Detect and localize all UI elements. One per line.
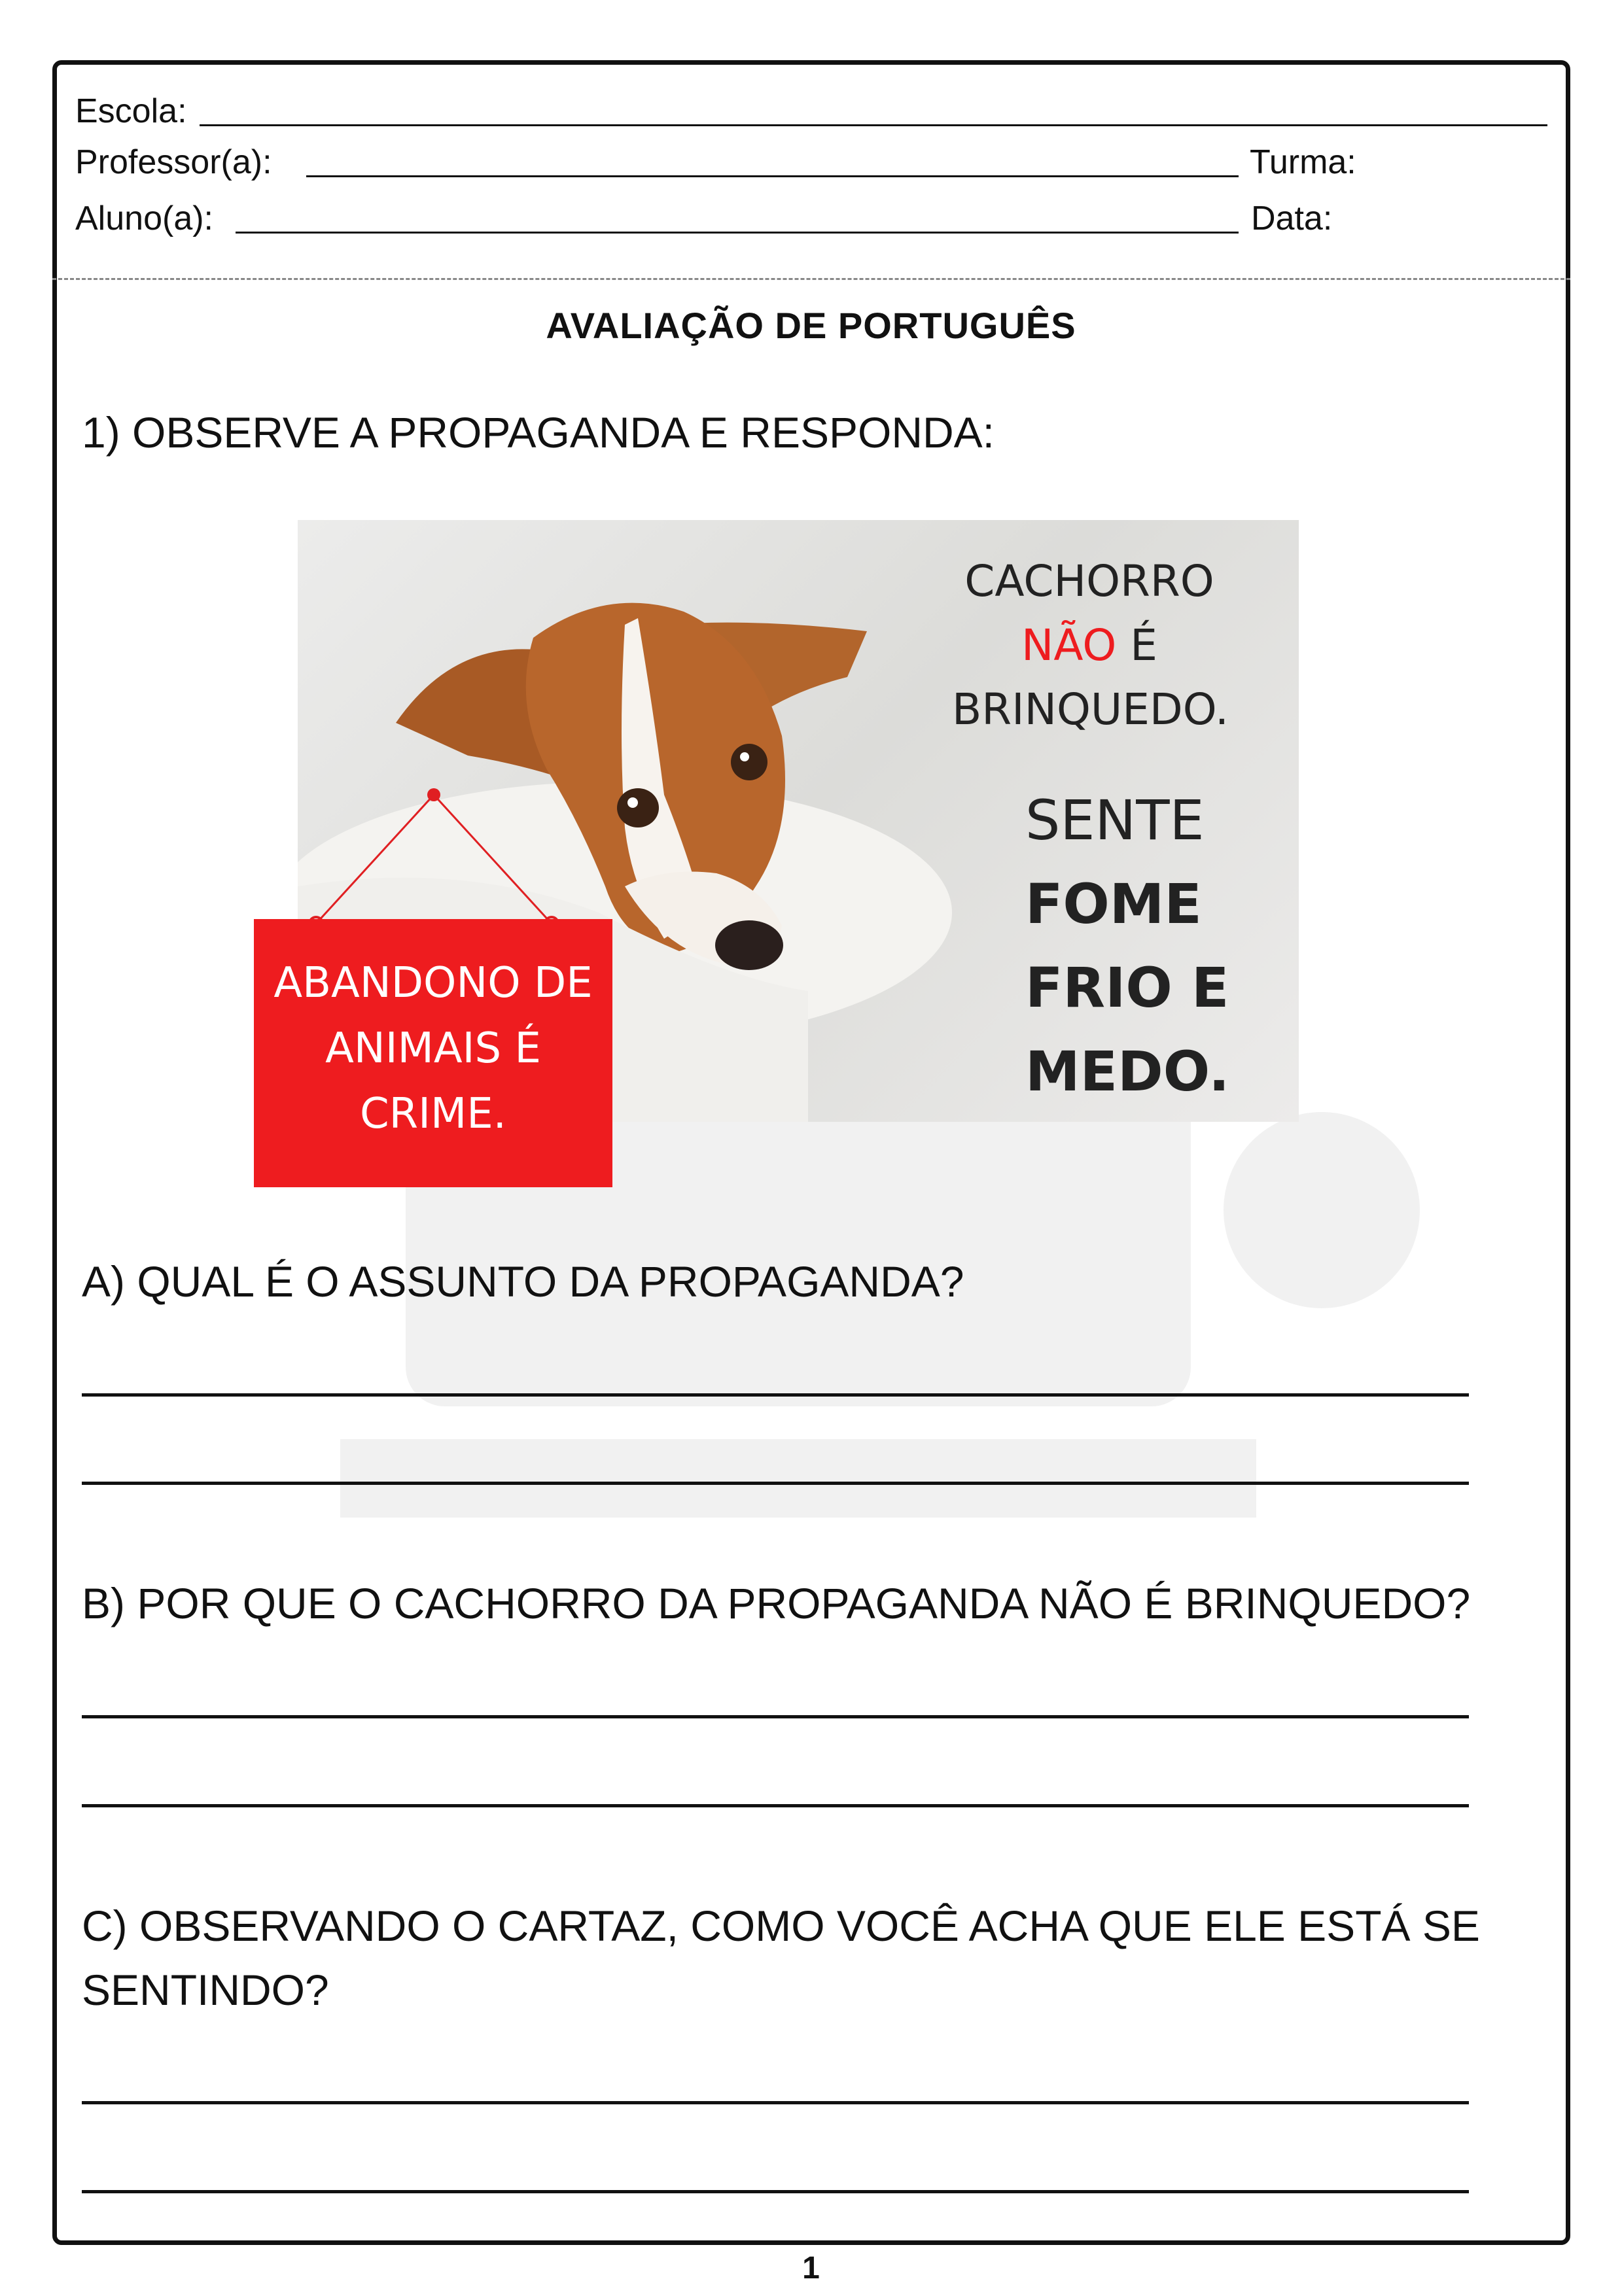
page-title: AVALIAÇÃO DE PORTUGUÊS bbox=[546, 305, 1076, 346]
school-label: Escola: bbox=[75, 92, 187, 130]
student-label: Aluno(a): bbox=[75, 200, 213, 237]
abandono-sign bbox=[254, 919, 612, 1187]
ad-line-cachorro: CACHORRO bbox=[964, 556, 1214, 606]
header-divider bbox=[52, 278, 1570, 280]
date-label: Data: bbox=[1251, 200, 1333, 237]
sign-line-2: ANIMAIS É bbox=[325, 1024, 541, 1073]
question-c-line2: SENTINDO? bbox=[82, 1966, 329, 2014]
answer-line-a2[interactable] bbox=[82, 1482, 1469, 1485]
question-b: B) POR QUE O CACHORRO DA PROPAGANDA NÃO É BRINQUEDO? bbox=[82, 1579, 1471, 1627]
answer-line-b2[interactable] bbox=[82, 1804, 1469, 1807]
teacher-field[interactable] bbox=[306, 175, 1239, 177]
sign-line-1: ABANDONO DE bbox=[273, 959, 593, 1007]
page-number: 1 bbox=[802, 2251, 820, 2286]
answer-line-a1[interactable] bbox=[82, 1393, 1469, 1397]
teacher-label: Professor(a): bbox=[75, 143, 272, 181]
class-label: Turma: bbox=[1250, 143, 1356, 181]
ad-fome: FOME bbox=[1025, 872, 1202, 936]
answer-line-c1[interactable] bbox=[82, 2101, 1469, 2104]
answer-line-c2[interactable] bbox=[82, 2190, 1469, 2193]
ad-line-brinquedo: BRINQUEDO. bbox=[952, 684, 1229, 735]
ad-e: É bbox=[1116, 620, 1157, 670]
student-field[interactable] bbox=[236, 232, 1239, 234]
question-c-line1: C) OBSERVANDO O CARTAZ, COMO VOCÊ ACHA QUE ELE ESTÁ SE bbox=[82, 1902, 1480, 1950]
question-a: A) QUAL É O ASSUNTO DA PROPAGANDA? bbox=[82, 1257, 964, 1306]
ad-sente: SENTE bbox=[1025, 788, 1205, 852]
sign-line-3: CRIME. bbox=[359, 1090, 507, 1138]
ad-nao-red: NÃO bbox=[1021, 620, 1117, 670]
sign-strings bbox=[249, 778, 615, 935]
ad-line-nao-e bbox=[952, 614, 1227, 678]
ad-medo: MEDO. bbox=[1025, 1039, 1230, 1104]
ad-frio-e: FRIO E bbox=[1025, 956, 1229, 1020]
question-1: 1) OBSERVE A PROPAGANDA E RESPONDA: bbox=[82, 408, 995, 457]
school-field[interactable] bbox=[200, 124, 1547, 126]
answer-line-b1[interactable] bbox=[82, 1715, 1469, 1718]
